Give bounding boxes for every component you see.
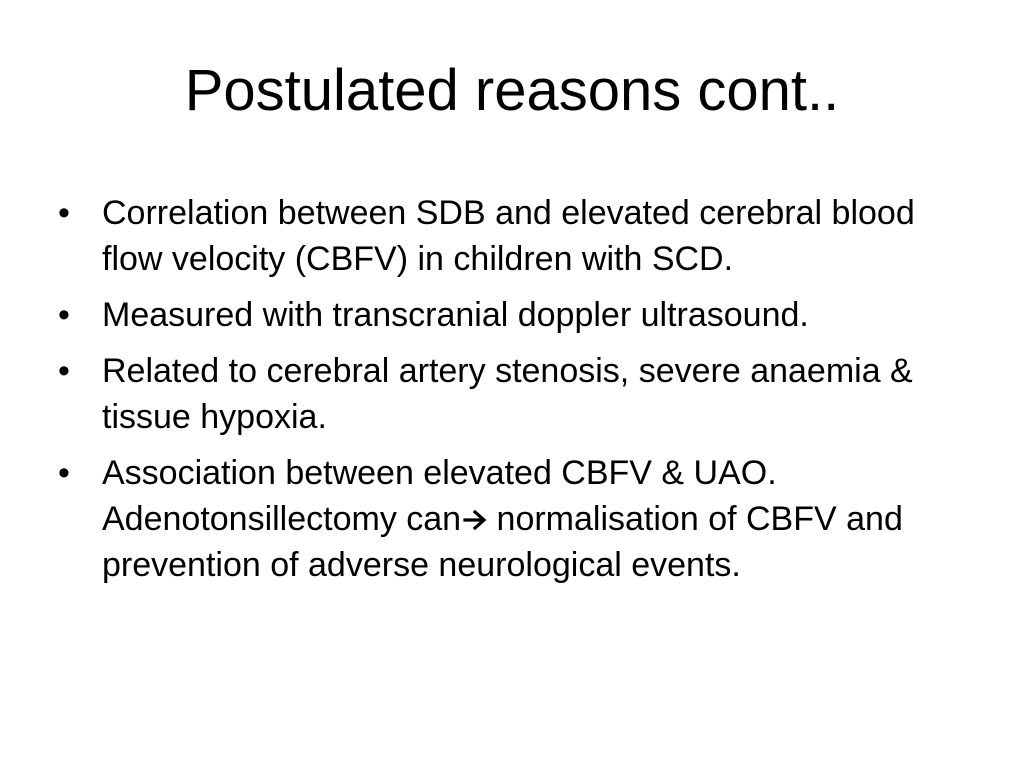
bullet-text: Related to cerebral artery stenosis, severe anaemia & tissue hypoxia. <box>102 352 913 436</box>
bullet-item-association <box>58 450 958 588</box>
bullet-mark: • <box>58 194 70 232</box>
bullet-text-after-arrow: normalisation of CBFV and prevention of adverse neurological events. <box>102 500 903 584</box>
slide-title: Postulated reasons cont.. <box>184 58 840 123</box>
bullet-item-related <box>58 348 958 440</box>
bullet-mark: • <box>58 296 70 334</box>
bullet-mark: • <box>58 454 70 492</box>
bullet-text-before-arrow: Association between elevated CBFV & UAO. Adenotonsillectomy can <box>102 454 777 538</box>
bullet-mark: • <box>58 352 70 390</box>
right-arrow-icon <box>463 509 487 531</box>
bullet-list <box>58 190 958 598</box>
bullet-text: Correlation between SDB and elevated cerebral blood flow velocity (CBFV) in children with SCD. <box>102 194 915 278</box>
bullet-item-measured <box>58 292 958 338</box>
bullet-text: Measured with transcranial doppler ultrasound. <box>102 296 809 334</box>
bullet-item-correlation <box>58 190 958 282</box>
